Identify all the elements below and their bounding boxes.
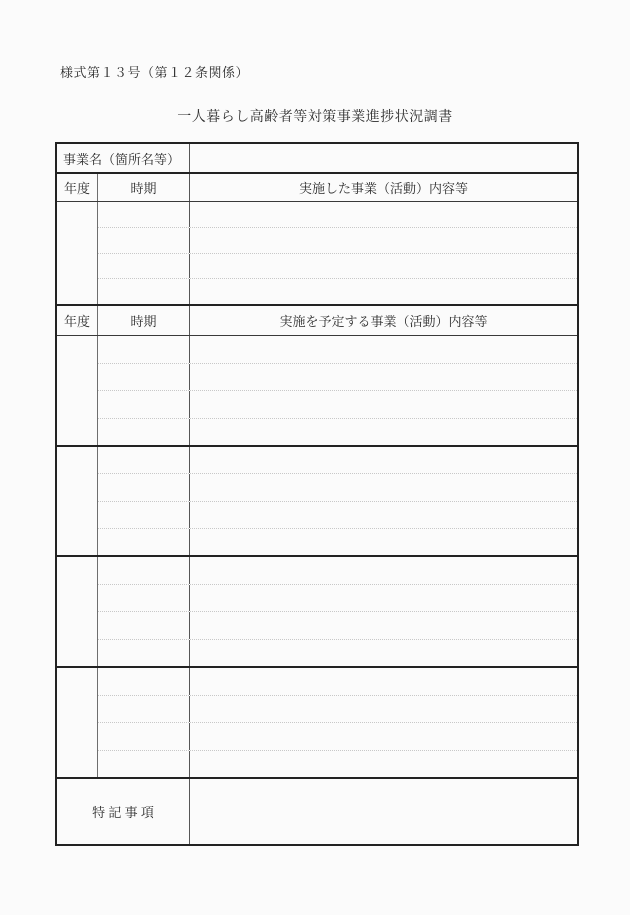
entry-line bbox=[98, 336, 577, 364]
planned-entry-row-2 bbox=[57, 447, 577, 557]
special-notes-label: 特 記 事 項 bbox=[57, 779, 190, 844]
content-cell bbox=[190, 254, 577, 279]
content-cell bbox=[190, 529, 577, 555]
planned-year-cell bbox=[57, 336, 98, 445]
planned-year-cell bbox=[57, 447, 98, 555]
planned-header-row bbox=[57, 306, 577, 336]
planned-year-cell bbox=[57, 668, 98, 777]
content-cell bbox=[190, 364, 577, 391]
entry-line bbox=[98, 202, 577, 228]
period-cell bbox=[98, 228, 190, 253]
period-cell bbox=[98, 391, 190, 418]
content-cell bbox=[190, 391, 577, 418]
period-cell bbox=[98, 336, 190, 363]
content-cell bbox=[190, 696, 577, 723]
implemented-entry-lines bbox=[98, 202, 577, 304]
entry-line bbox=[98, 391, 577, 419]
project-name-label: 事業名（箇所名等） bbox=[57, 144, 190, 172]
content-cell bbox=[190, 202, 577, 227]
implemented-header-row bbox=[57, 174, 577, 202]
entry-line bbox=[98, 502, 577, 529]
special-notes-row bbox=[57, 779, 577, 844]
form-number-label: 様式第１３号（第１２条関係） bbox=[60, 65, 250, 80]
content-cell bbox=[190, 585, 577, 612]
period-cell bbox=[98, 364, 190, 391]
entry-line bbox=[98, 640, 577, 667]
document-title: 一人暮らし高齢者等対策事業進捗状況調書 bbox=[177, 110, 453, 125]
content-cell bbox=[190, 279, 577, 304]
progress-report-table bbox=[55, 142, 579, 846]
period-cell bbox=[98, 668, 190, 695]
entry-line bbox=[98, 557, 577, 585]
period-cell bbox=[98, 723, 190, 750]
entry-line bbox=[98, 279, 577, 304]
entry-line bbox=[98, 419, 577, 446]
special-notes-value-cell bbox=[190, 779, 577, 844]
planned-year-header: 年度 bbox=[57, 306, 98, 335]
implemented-entry-row bbox=[57, 202, 577, 306]
period-cell bbox=[98, 640, 190, 667]
content-cell bbox=[190, 751, 577, 778]
content-cell bbox=[190, 474, 577, 500]
entry-line bbox=[98, 529, 577, 555]
implemented-year-cell bbox=[57, 202, 98, 304]
implemented-content-header: 実施した事業（活動）内容等 bbox=[298, 181, 468, 196]
planned-entry-row-1 bbox=[57, 336, 577, 447]
planned-year-cell bbox=[57, 557, 98, 666]
period-cell bbox=[98, 279, 190, 304]
period-cell bbox=[98, 751, 190, 778]
entry-line bbox=[98, 585, 577, 613]
planned-entry-lines bbox=[98, 668, 577, 777]
content-cell bbox=[190, 723, 577, 750]
entry-line bbox=[98, 474, 577, 501]
content-cell bbox=[190, 419, 577, 446]
entry-line bbox=[98, 364, 577, 392]
planned-entry-row-4 bbox=[57, 668, 577, 779]
planned-period-header: 時期 bbox=[98, 306, 190, 335]
period-cell bbox=[98, 502, 190, 528]
content-cell bbox=[190, 668, 577, 695]
content-cell bbox=[190, 336, 577, 363]
entry-line bbox=[98, 612, 577, 640]
entry-line bbox=[98, 228, 577, 254]
entry-line bbox=[98, 723, 577, 751]
period-cell bbox=[98, 474, 190, 500]
period-cell bbox=[98, 254, 190, 279]
planned-entry-row-3 bbox=[57, 557, 577, 668]
project-name-value-cell bbox=[190, 144, 577, 172]
entry-line bbox=[98, 751, 577, 778]
entry-line bbox=[98, 668, 577, 696]
period-cell bbox=[98, 419, 190, 446]
content-cell bbox=[190, 447, 577, 473]
entry-line bbox=[98, 447, 577, 474]
implemented-year-header: 年度 bbox=[57, 174, 98, 201]
content-cell bbox=[190, 502, 577, 528]
content-cell bbox=[190, 557, 577, 584]
content-cell bbox=[190, 228, 577, 253]
period-cell bbox=[98, 696, 190, 723]
entry-line bbox=[98, 696, 577, 724]
period-cell bbox=[98, 447, 190, 473]
planned-entry-lines bbox=[98, 557, 577, 666]
entry-line bbox=[98, 254, 577, 280]
implemented-period-header: 時期 bbox=[98, 174, 190, 201]
planned-entry-lines bbox=[98, 336, 577, 445]
period-cell bbox=[98, 529, 190, 555]
period-cell bbox=[98, 585, 190, 612]
project-name-row bbox=[57, 144, 577, 174]
period-cell bbox=[98, 202, 190, 227]
period-cell bbox=[98, 612, 190, 639]
content-cell bbox=[190, 612, 577, 639]
planned-entry-lines bbox=[98, 447, 577, 555]
period-cell bbox=[98, 557, 190, 584]
content-cell bbox=[190, 640, 577, 667]
planned-content-header: 実施を予定する事業（活動）内容等 bbox=[279, 314, 488, 329]
